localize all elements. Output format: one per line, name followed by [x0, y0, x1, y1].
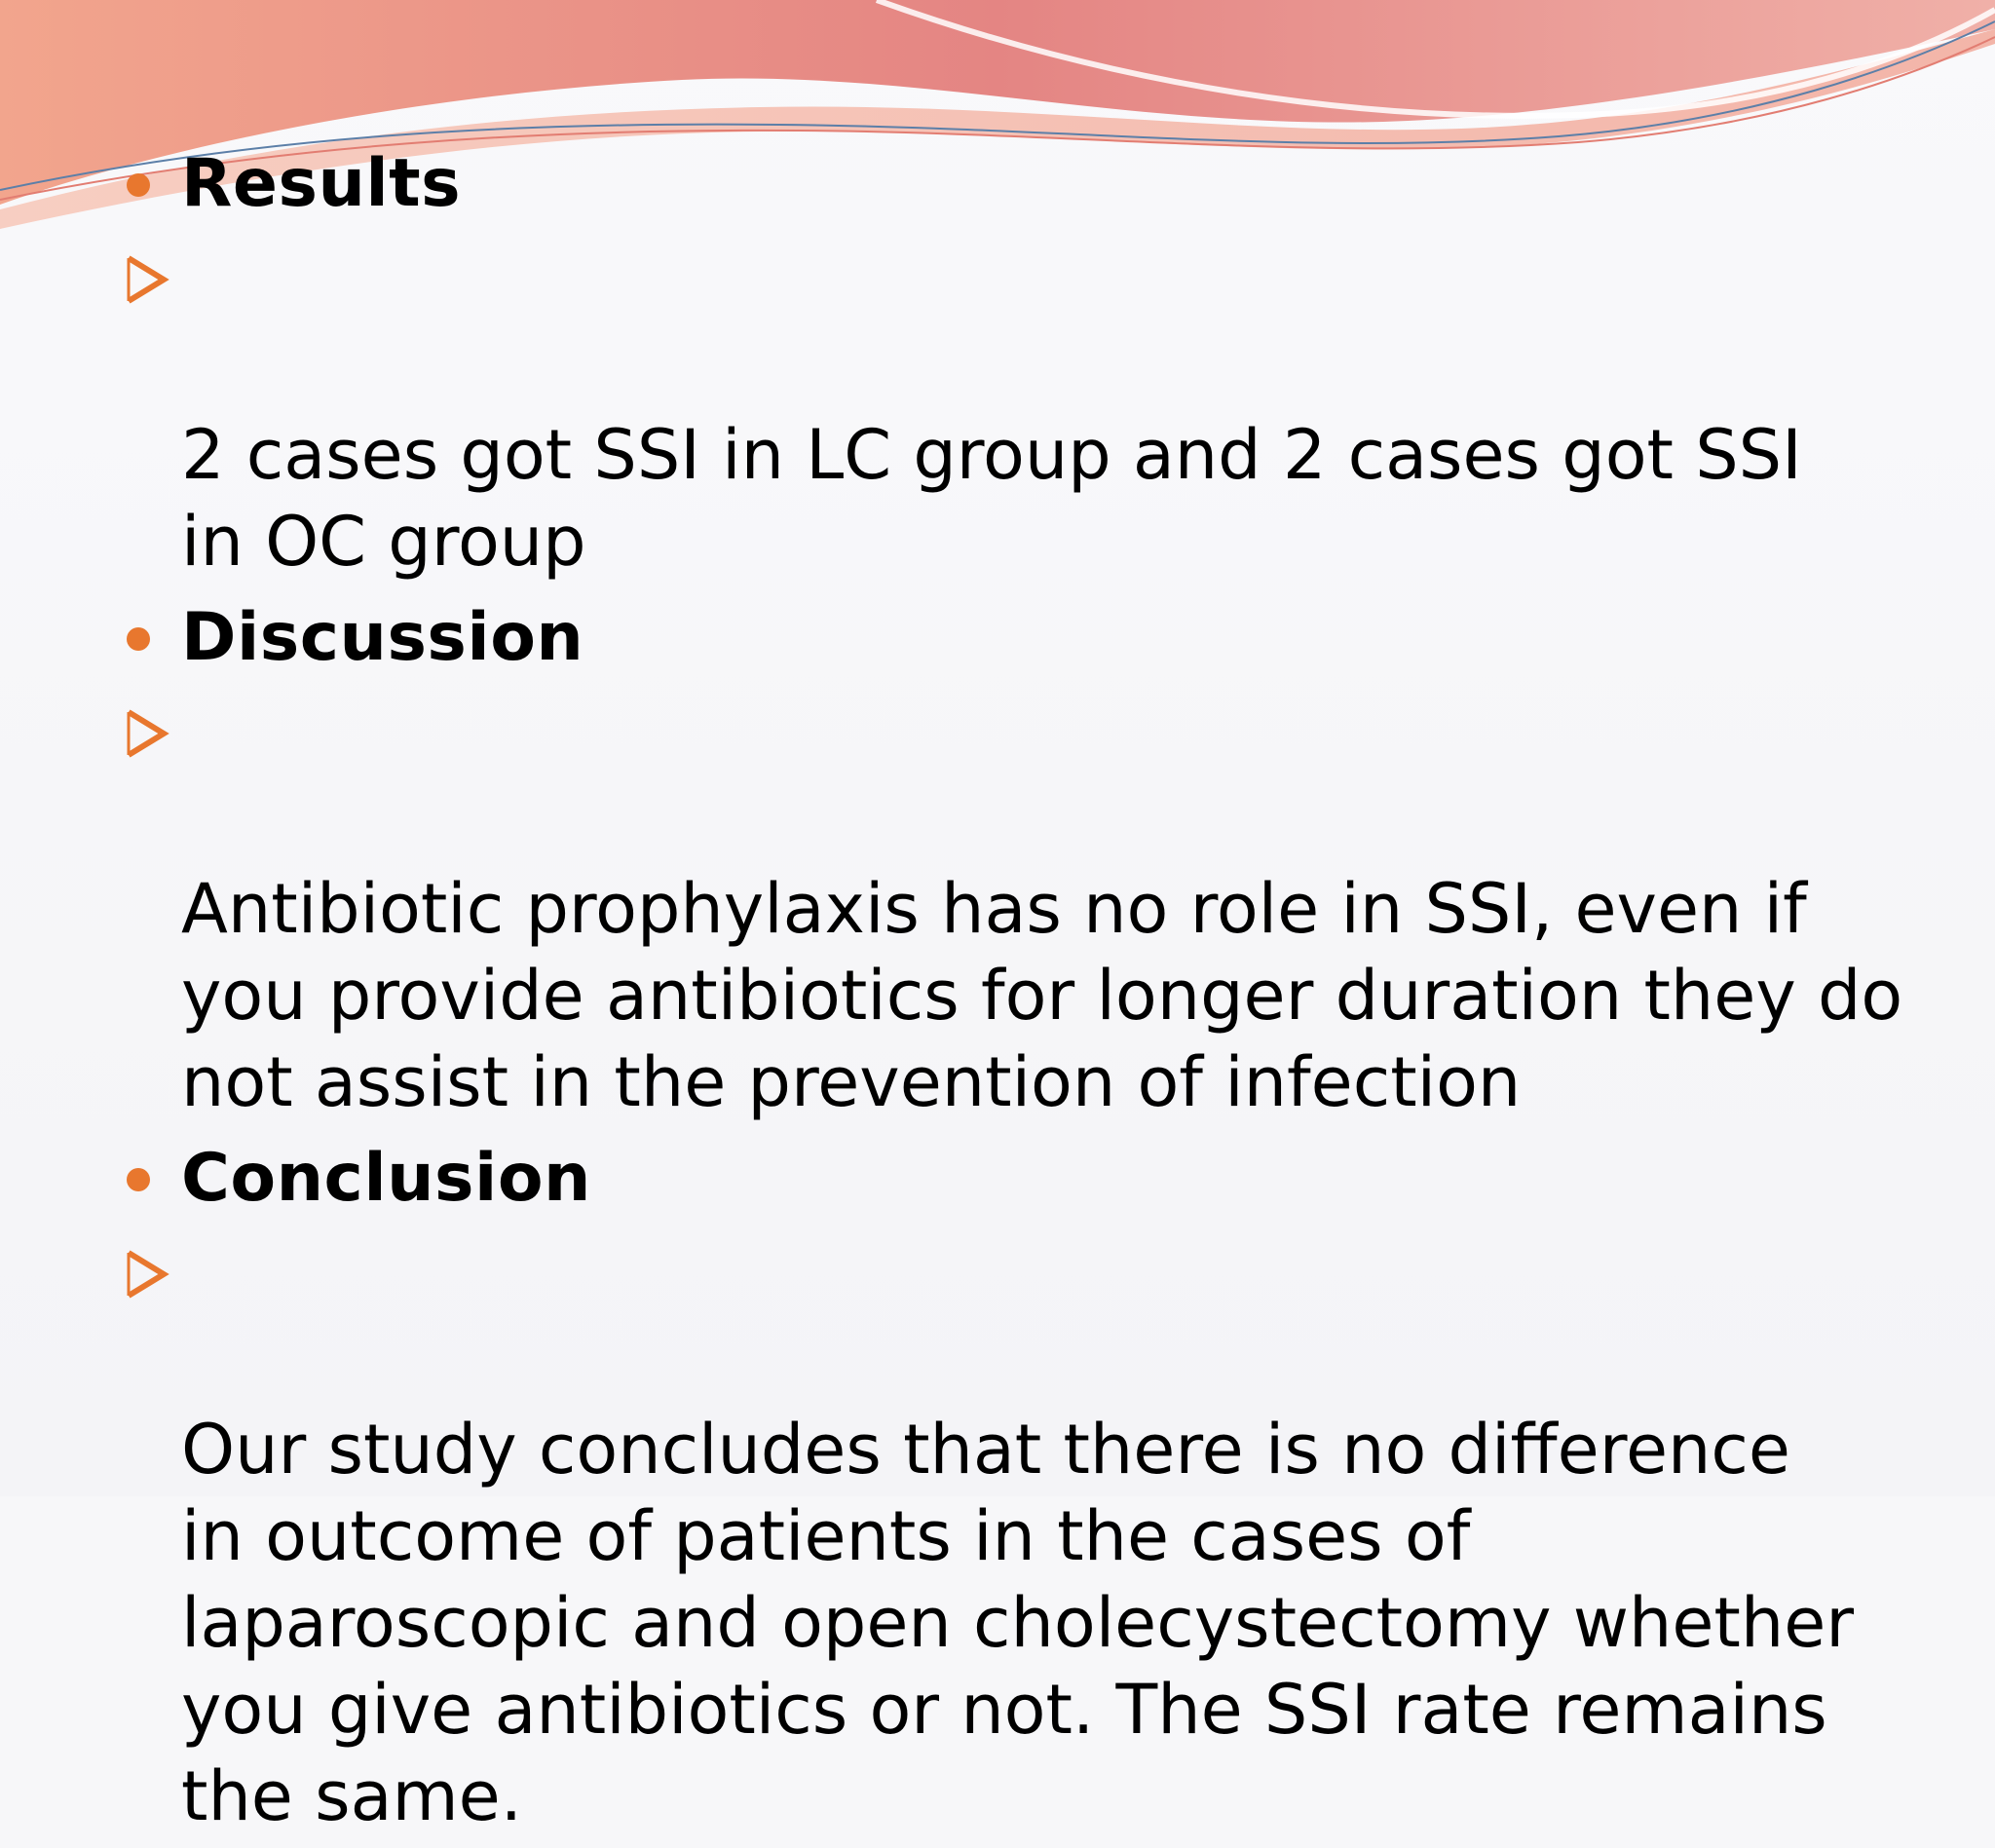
slide-content	[117, 132, 1929, 1848]
arrow-bullet-icon	[123, 1245, 169, 1303]
arrow-bullet-icon	[123, 250, 169, 309]
section-body-conclusion	[117, 1233, 1929, 1840]
section-body-results	[117, 239, 1929, 585]
section-body-discussion	[117, 693, 1929, 1126]
heading-text: Results	[181, 145, 462, 222]
circle-bullet-icon	[127, 1168, 150, 1191]
arrow-bullet-icon	[123, 704, 169, 763]
circle-bullet-icon	[127, 173, 150, 197]
heading-text: Conclusion	[181, 1140, 591, 1217]
circle-bullet-icon	[127, 627, 150, 651]
body-text: Our study concludes that there is no difference in outcome of patients in the cases of laparoscopic and open cholecystectomy whether you give antibiotics or not. The SSI rate remains the same.	[181, 1410, 1855, 1836]
body-text: Antibiotic prophylaxis has no role in SSI, even if you provide antibiotics for longer duration they do not assist in the prevention of infection	[181, 869, 1903, 1122]
section-heading-discussion	[117, 593, 1929, 683]
section-heading-results	[117, 139, 1929, 229]
heading-text: Discussion	[181, 599, 584, 676]
body-text: 2 cases got SSI in LC group and 2 cases got SSI in OC group	[181, 415, 1802, 582]
section-heading-conclusion	[117, 1134, 1929, 1224]
